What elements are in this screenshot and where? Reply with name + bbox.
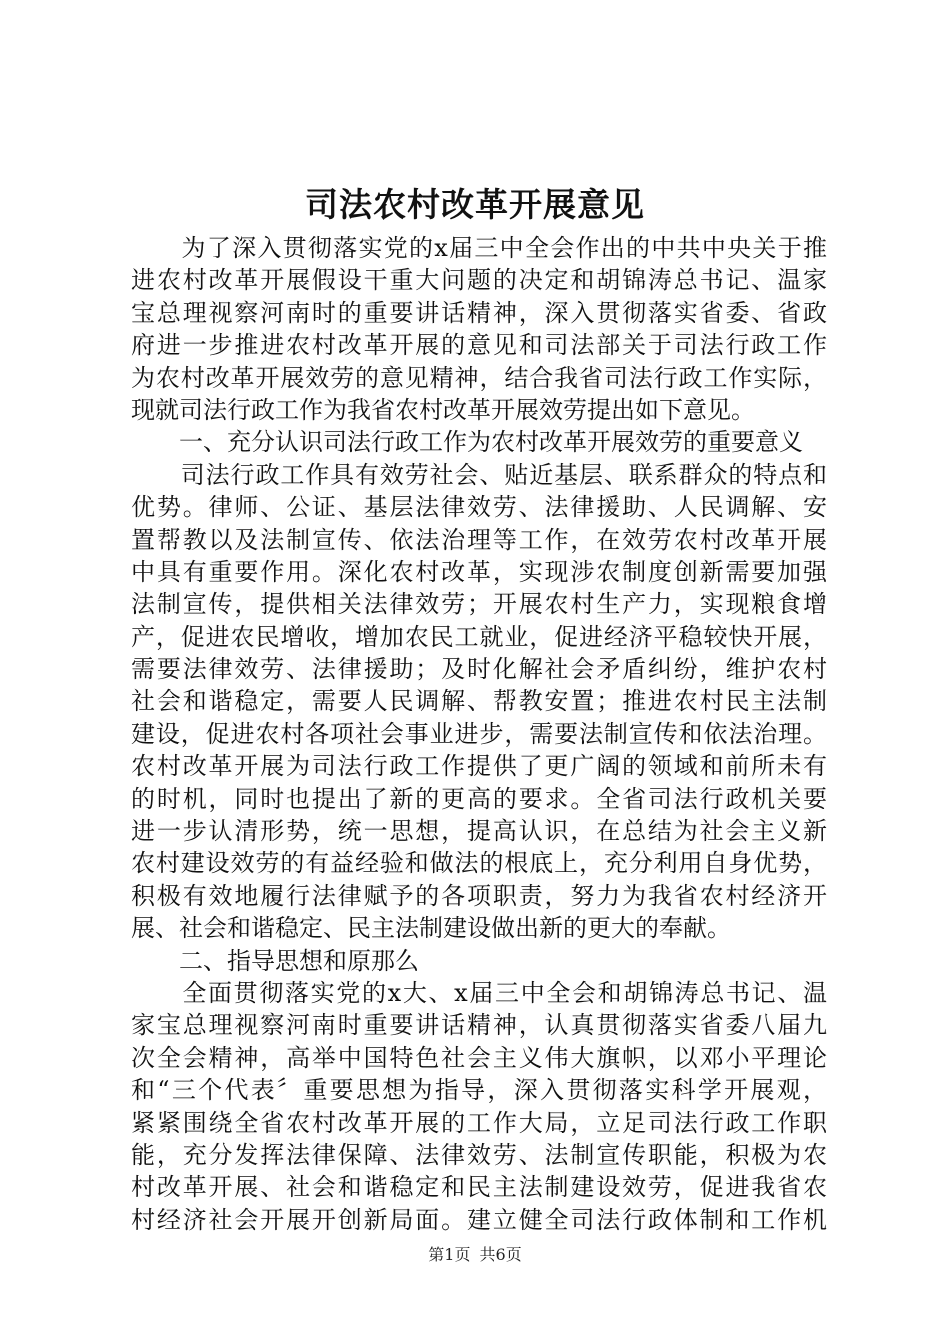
document-title: 司法农村改革开展意见 bbox=[305, 185, 645, 224]
text-line: 产，促进农民增收，增加农民工就业，促进经济平稳较快开展， bbox=[131, 622, 827, 651]
text-line: 全面贯彻落实党的x大、x届三中全会和胡锦涛总书记、温 bbox=[131, 978, 827, 1007]
text-line: 家宝总理视察河南时重要讲话精神，认真贯彻落实省委八届九 bbox=[131, 1011, 827, 1040]
text-line: 二、指导思想和原那么 bbox=[131, 946, 419, 975]
text-line: 村经济社会开展开创新局面。建立健全司法行政体制和工作机 bbox=[131, 1205, 827, 1234]
text-line: 优势。律师、公证、基层法律效劳、法律援助、人民调解、安 bbox=[131, 493, 827, 522]
document-body bbox=[131, 232, 827, 1236]
text-line: 法制宣传，提供相关法律效劳；开展农村生产力，实现粮食增 bbox=[131, 590, 827, 619]
text-line: 一、充分认识司法行政工作为农村改革开展效劳的重要意义 bbox=[131, 428, 803, 457]
text-line: 次全会精神，高举中国特色社会主义伟大旗帜，以邓小平理论 bbox=[131, 1043, 827, 1072]
text-line: 积极有效地履行法律赋予的各项职责，努力为我省农村经济开 bbox=[131, 881, 827, 910]
text-line: 进农村改革开展假设干重大问题的决定和胡锦涛总书记、温家 bbox=[131, 266, 827, 295]
text-line: 的时机，同时也提出了新的更高的要求。全省司法行政机关要 bbox=[131, 784, 827, 813]
page-number: 第1页 bbox=[428, 1245, 471, 1264]
text-line: 置帮教以及法制宣传、依法治理等工作，在效劳农村改革开展 bbox=[131, 525, 827, 554]
text-line: 宝总理视察河南时的重要讲话精神，深入贯彻落实省委、省政 bbox=[131, 298, 827, 327]
page-footer bbox=[0, 1243, 950, 1267]
text-line: 司法行政工作具有效劳社会、贴近基层、联系群众的特点和 bbox=[131, 460, 827, 489]
text-line: 建设，促进农村各项社会事业进步，需要法制宣传和依法治理。 bbox=[131, 719, 827, 748]
text-line: 农村改革开展为司法行政工作提供了更广阔的领域和前所未有 bbox=[131, 752, 827, 781]
text-line: 紧紧围绕全省农村改革开展的工作大局，立足司法行政工作职 bbox=[131, 1108, 827, 1137]
text-line: 需要法律效劳、法律援助；及时化解社会矛盾纠纷，维护农村 bbox=[131, 655, 827, 684]
text-line: 能，充分发挥法律保障、法律效劳、法制宣传职能，积极为农 bbox=[131, 1140, 827, 1169]
text-line: 为农村改革开展效劳的意见精神，结合我省司法行政工作实际， bbox=[131, 363, 827, 392]
page-total: 共6页 bbox=[479, 1245, 522, 1264]
text-line: 为了深入贯彻落实党的x届三中全会作出的中共中央关于推 bbox=[131, 234, 827, 262]
text-line: 进一步认清形势，统一思想，提高认识，在总结为社会主义新 bbox=[131, 817, 827, 846]
text-line: 农村建设效劳的有益经验和做法的根底上，充分利用自身优势， bbox=[131, 849, 827, 878]
text-line: 和“三个代表〞重要思想为指导，深入贯彻落实科学开展观， bbox=[131, 1076, 827, 1105]
text-line: 展、社会和谐稳定、民主法制建设做出新的更大的奉献。 bbox=[131, 914, 731, 943]
text-line: 府进一步推进农村改革开展的意见和司法部关于司法行政工作 bbox=[131, 331, 827, 360]
text-line: 社会和谐稳定，需要人民调解、帮教安置；推进农村民主法制 bbox=[131, 687, 827, 716]
text-line: 村改革开展、社会和谐稳定和民主法制建设效劳，促进我省农 bbox=[131, 1173, 827, 1202]
text-line: 现就司法行政工作为我省农村改革开展效劳提出如下意见。 bbox=[131, 395, 755, 424]
text-line: 中具有重要作用。深化农村改革，实现涉农制度创新需要加强 bbox=[131, 557, 827, 586]
